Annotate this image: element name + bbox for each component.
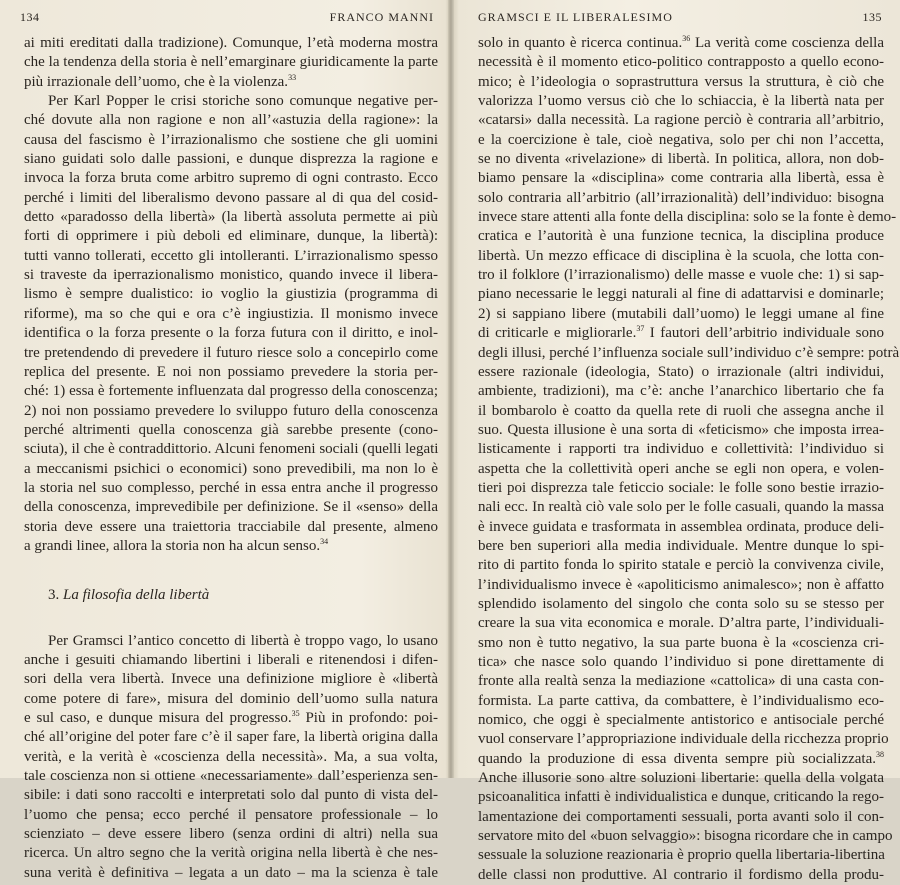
section-number: 3. bbox=[48, 587, 60, 604]
footnote-ref[interactable]: 36 bbox=[682, 34, 691, 43]
left-running-head: FRANCO MANNI bbox=[329, 10, 434, 24]
left-paragraph-3: Per Gramsci l’antico concetto di libertà è troppo vago, lo usano anche i gesuiti chiamando libertini i liberali e ritenendosi i difen- sori della vera libertà. Invece una definizione migliore è «libertà come potere di fare», misura del dominio dell’uomo sulla natura e sul caso, e dunque misura del progresso.$^{35}$ Più in profondo: poi- ché all’origine del poter fare c’è il saper fare, la libertà origina dalla verità, e la verità è «coscienza della necessità». Ma, a sua volta, tale coscienza non si ottiene «necessariamente» dall’esperienza sen- sibile: i dati sono raccolti e interpretati solo dal punto di vista del- l’uomo che pensa; ecco perché il pensatore professionale – lo scienziato – deve essere libero (senza ordini di altri) nella sua ricerca. Un altro segno che la verità origina nella libertà è che nes- suna verità è definitiva – legata a un dato – ma la scienza è tale bbox=[24, 632, 439, 881]
left-page-text bbox=[24, 34, 438, 883]
right-running-head: GRAMSCI E IL LIBERALESIMO bbox=[478, 10, 673, 24]
left-page-number: 134 bbox=[20, 10, 40, 24]
right-paragraph-1: solo in quanto è ricerca continua.$^{36}$ La verità come coscienza della necessità è il momento etico-politico contrapposto a quello econo- mico; è l’ideologia o soprastruttura versus la struttura, è ciò che valorizza l’uomo versus ciò che lo schiaccia, è la libertà nata per «catarsi» dalla necessità. La ragione perciò è contraria all’arbitrio, e la coercizione è tale, cioè negativa, solo per chi non l’accetta, se no diventa «rivelazione» di libertà. In politica, allora, non dob- biamo pensare la «disciplina» come contraria alla libertà, essa è solo contraria all’arbitrio (all’irrazionalità) dell’individuo: bisogna invece stare attenti alla fonte della disciplina: solo se la fonte è demo- cratica e l’autorità è una funzione tecnica, la disciplina produce libertà. Un mezzo efficace di disciplina è la scuola, che lotta con- tro il folklore (l’irrazionalismo) delle masse e vuole che: 1) si sap- piano necessarie le leggi naturali al fine di adattarvisi e dominarle; 2) si sappiano libere (mutabili dall’uomo) le leggi umane al fine di criticarle e migliorarle.$^{37}$ I fautori dell’arbitrio individuale sono degli illusi, perché l’influenza sociale sull’individuo c’è sempre: potrà essere razionale (ideologia, Stato) o irrazionale (altri individui, ambiente, tradizioni), ma c’è: anche l’anarchico libertario che fa il bombarolo è coatto da quella rete di ruoli che assegna anche il suo. Questa illusione è una sorta di «feticismo» che impostа irrea- listicamente i rapporti tra individuo e collettività: l’individuo si aspetta che la collettività operi anche se egli non opera, e volen- tieri poi disprezza tale feticcio sociale: le folle sono bestie irrazio- nali ecc. In realtà ciò vale solo per le folle casuali, quando la massa è invece guidata e trasformata in assemblea ordinata, produce deli- bere ben superiori alla media individuale. Mentre dunque lo spi- rito di partito fonda lo spirito statale e perciò la convivenza civile, l’individualismo invece è «apoliticismo animalesco»; non è affatto splendido isolamento del singolo che conta solo su se stesso per creare la sua vita economica e morale. D’altra parte, l’individuali- smo non è tutto negativo, la sua parte buona è la «coscienza cri- tica» che nasce solo quando l’individuo si pone direttamente di fronte alla realtà senza la mediazione «cattolica» di una casta con- formista. La parte cattiva, da combattere, è l’individualismo eco- nomico, che oggi è specialmente antistorico e antisociale perché vuol conservare l’appropriazione individuale della ricchezza proprio quando la produzione di essa diventa sempre più socializzata.$^{38}$ Anche illusorie sono altre soluzioni libertarie: quella della volgata psicoanalitica infatti è individualistica e dunque, criticando la rego- lamentazione dei comportamenti sessuali, porta avanti solo il con- servatore mito del «buon selvaggio»: bisogna ricordare che in campo sessuale la soluzione reazionaria è proprio quella libertaria-libertina delle classi non produttive. Al contrario il fordismo della produ- bbox=[478, 34, 900, 883]
book-gutter bbox=[448, 0, 454, 778]
right-page-text bbox=[478, 34, 900, 885]
section-heading bbox=[48, 586, 438, 605]
left-page-header bbox=[20, 10, 440, 32]
section-title: La filosofia della libertà bbox=[63, 587, 210, 604]
left-paragraph-2: Per Karl Popper le crisi storiche sono comunque negative per- ché dovute alla non ragione e non all’«astuzia della ragione»: la causa del fascismo è l’irrazionalismo che sostiene che gli uomini siano guidati solo dalle passioni, e dunque disprezza la ragione e invoca la forza bruta come arbitro supremo di ogni contrasto. Ecco perché i limiti del liberalismo devono passare al di qua del cosid- detto «paradosso della libertà» (la libertà assoluta permette ai più forti di opprimere i più deboli ed eliminare, dunque, la libertà): tutti vanno tollerati, eccetto gli intolleranti. L’irrazionalismo spesso si traveste da iperrazionalismo monistico, quando invece il libera- lismo è sempre dualistico: io voglio la giustizia (programma di riforme), ma so che qui e ora c’è ingiustizia. Il monismo invece identifica o la forza presente o la forza futura con il diritto, e inol- tre pretendendo di prevedere il futuro riesce solo a concepirlo come replica del presente. E noi non possiamo prevedere la storia per- ché: 1) essa è fortemente influenzata dal progresso della conoscenza; 2) noi non possiamo prevedere lo sviluppo futuro della conoscenza perché altrimenti quella conoscenza già sarebbe presente (cono- sciuta), il che è contraddittorio. Alcuni fenomeni sociali (quelli legati a meccanismi psichici o economici) sono prevedibili, ma non lo è la storia nel suo complesso, perché in essa entra anche il progresso della conoscenza, imprevedibile per definizione. Se il «senso» della storia deve essere una traiettoria tracciabile dal presente, almeno a grandi linee, allora la storia non ha alcun senso.$^{34}$ bbox=[24, 93, 439, 554]
footnote-ref[interactable]: 38 bbox=[876, 749, 884, 759]
left-page bbox=[20, 0, 440, 881]
footnote-ref[interactable]: 34 bbox=[320, 536, 329, 546]
right-page-header bbox=[462, 10, 892, 32]
footnote-ref[interactable]: 37 bbox=[636, 324, 645, 334]
right-page bbox=[462, 0, 900, 883]
right-page-number: 135 bbox=[862, 10, 882, 24]
left-paragraph-1: ai miti ereditati dalla tradizione). Comunque, l’età moderna mostra che la tendenza della storia è nell’emarginare giuridicamente la parte più irrazionale dell’uomo, che è la violenza.$^{33}$ bbox=[24, 35, 438, 90]
footnote-ref[interactable]: 35 bbox=[291, 709, 300, 718]
footnote-ref[interactable]: 33 bbox=[288, 72, 297, 82]
